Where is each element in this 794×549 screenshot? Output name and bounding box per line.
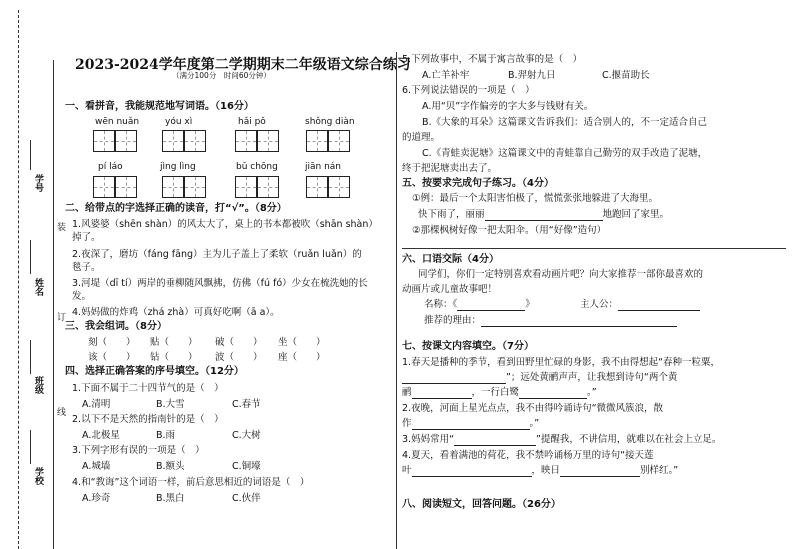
- section-2-heading: 二、给带点的字选择正确的读音，打“√”。（8分）: [65, 203, 287, 214]
- writing-box[interactable]: [328, 130, 350, 152]
- option[interactable]: A.城墙: [82, 461, 111, 472]
- answer-blank[interactable]: [412, 466, 532, 477]
- writing-box[interactable]: [184, 176, 206, 198]
- answer-blank[interactable]: [519, 388, 587, 399]
- option[interactable]: C.大树: [232, 430, 261, 441]
- option[interactable]: A.亡羊补牢: [422, 70, 470, 81]
- question: 2.以下不是天然的指南针的是（ ）: [72, 414, 224, 425]
- binding-mark-ding: 订: [55, 312, 65, 321]
- fill-line: [402, 433, 721, 446]
- writing-box[interactable]: [93, 176, 115, 198]
- student-name-blank[interactable]: [30, 240, 31, 274]
- question: 3.下列字形有误的一项是（ ）: [72, 445, 205, 456]
- writing-box[interactable]: [115, 176, 137, 198]
- pinyin: bǔ chōng: [236, 162, 278, 172]
- writing-box[interactable]: [115, 130, 137, 152]
- page-subtitle: （满分100分 时间60分钟）: [172, 71, 271, 80]
- writing-box[interactable]: [162, 176, 184, 198]
- writing-box[interactable]: [162, 130, 184, 152]
- sec2-line: 毯子。: [72, 262, 101, 273]
- answer-blank[interactable]: [454, 435, 536, 446]
- option[interactable]: A.北极星: [82, 430, 120, 441]
- word-item: 波（ ）: [215, 352, 263, 363]
- cartoon-name-blank[interactable]: [457, 300, 525, 311]
- word-item: 刻（ ）: [88, 337, 136, 348]
- option[interactable]: C.伙伴: [232, 493, 261, 504]
- word-item: 钻（ ）: [150, 352, 198, 363]
- field-label: 推荐的理由：: [424, 315, 482, 326]
- cartoon-name-field: [424, 298, 535, 311]
- hero-blank[interactable]: [618, 300, 700, 311]
- option[interactable]: A.珍奇: [82, 493, 111, 504]
- question: 1.下面不属于二十四节气的是（ ）: [72, 383, 224, 394]
- question: 6.下列说法错误的一项是（ ）: [402, 85, 535, 96]
- writing-box[interactable]: [257, 176, 279, 198]
- section-7-heading: 七、按课文内容填空。（7分）: [402, 341, 534, 352]
- section-4-heading: 四、选择正确答案的序号填空。（12分）: [65, 366, 244, 377]
- writing-box[interactable]: [235, 176, 257, 198]
- pinyin: pí láo: [98, 162, 123, 172]
- sec2-line: 掉了。: [72, 232, 101, 243]
- binding-dashed-line: [18, 10, 19, 549]
- option-cont: 终于把泥塘卖出去了。: [402, 163, 498, 174]
- hero-field: [580, 298, 700, 311]
- word-item: 破（ ）: [215, 337, 263, 348]
- question: 5.下列故事中，不属于寓言故事的是（ ）: [402, 54, 583, 65]
- answer-blank[interactable]: [412, 388, 472, 399]
- section-6-heading: 六、口语交际（4分）: [402, 254, 499, 265]
- page-title: 2023-2024学年度第二学期期末二年级语文综合练习: [75, 57, 411, 73]
- binding-mark-zhuang: 装: [55, 222, 65, 231]
- writing-box[interactable]: [257, 130, 279, 152]
- student-number-label: 学号: [33, 174, 43, 192]
- pinyin: jìng lìng: [160, 162, 196, 172]
- sec2-line: 2.夜深了，磨坊（fáng fāng）主为儿子盖上了柔软（ruǎn luǎn）的: [72, 249, 362, 260]
- paragraph: 动画片或儿童故事吧！: [402, 284, 498, 295]
- fill-text: 3.妈妈常用“: [402, 434, 454, 445]
- fill-text: ，一行白鹭: [471, 387, 520, 398]
- fill-line: [402, 386, 597, 399]
- section-8-heading: 八、阅读短文，回答问题。（26分）: [402, 499, 561, 510]
- answer-blank[interactable]: [560, 466, 640, 477]
- pinyin: wēn nuǎn: [95, 117, 140, 127]
- writing-box[interactable]: [93, 130, 115, 152]
- section-1-heading: 一、看拼音，我能规范地写词语。（16分）: [65, 101, 254, 112]
- field-label: 主人公：: [580, 299, 619, 310]
- option[interactable]: B.《大象的耳朵》这篇课文告诉我们：适合别人的，不一定适合自己: [422, 117, 708, 128]
- fill-line: 1.春天是播种的季节，看到田野里忙碌的身影，我不由得想起“春种一粒粟，: [402, 357, 720, 368]
- answer-blank[interactable]: [485, 210, 603, 221]
- option[interactable]: C.《青蛙卖泥塘》这篇课文中的青蛙靠自己勤劳的双手改造了泥塘，: [422, 148, 708, 159]
- fill-line: [402, 371, 677, 384]
- fill-text: 。”: [587, 387, 597, 398]
- writing-box[interactable]: [306, 176, 328, 198]
- paragraph: 同学们，你们一定特别喜欢看动画片吧？向大家推荐一部你最喜欢的: [418, 269, 704, 280]
- fill-line: 4.夏天，看着满池的荷花，我不禁吟诵杨万里的诗句“接天莲: [402, 450, 654, 461]
- reason-field: [424, 314, 677, 327]
- student-name-label: 姓名: [33, 278, 43, 296]
- section-3-heading: 三、我会组词。（8分）: [65, 321, 167, 332]
- sentence-prompt: [418, 208, 669, 221]
- answer-blank[interactable]: [402, 373, 506, 384]
- class-blank[interactable]: [30, 340, 31, 374]
- option[interactable]: A.清明: [82, 399, 111, 410]
- binding-line: [53, 60, 54, 549]
- sec2-line: 3.河堤（dī tí）两岸的垂柳随风飘拂，仿佛（fú fó）少女在梳洗她的长: [72, 278, 368, 289]
- school-blank[interactable]: [30, 430, 31, 464]
- pinyin: yóu xì: [165, 117, 193, 127]
- option[interactable]: B.黑白: [156, 493, 185, 504]
- student-number-blank[interactable]: [30, 140, 31, 170]
- word-item: 该（ ）: [88, 352, 136, 363]
- example-sentence: ①例：最后一个太阳害怕极了，慌慌张张地躲进了大海里。: [412, 193, 659, 204]
- sec2-line: 1.风婆婆（shēn shàn）的风太大了，桌上的书本都被吹（shān shàn）: [72, 219, 378, 230]
- option[interactable]: B.大雪: [156, 399, 185, 410]
- reason-blank[interactable]: [481, 316, 677, 327]
- fill-line: [402, 464, 678, 477]
- fill-text: 作: [402, 418, 412, 429]
- binding-mark-xian: 线: [55, 407, 65, 416]
- sec2-line: 发。: [72, 291, 92, 302]
- fill-line: 2.夜晚，河面上星光点点，我不由得吟诵诗句“微微风簇浪，散: [402, 403, 663, 414]
- sentence-part: 地跑回了家里。: [602, 209, 670, 220]
- class-label: 班级: [33, 376, 43, 394]
- section-5-heading: 五、按要求完成句子练习。（4分）: [402, 178, 554, 189]
- word-item: 座（ ）: [278, 352, 326, 363]
- word-item: 坐（ ）: [278, 337, 326, 348]
- option[interactable]: C.铜壕: [232, 461, 261, 472]
- option[interactable]: B.羿射九日: [508, 70, 556, 81]
- writing-box[interactable]: [328, 176, 350, 198]
- fill-text: 别样红。”: [640, 465, 679, 476]
- fill-line: [402, 417, 539, 430]
- sentence-part: 快下雨了，丽丽: [418, 209, 485, 220]
- option[interactable]: B.雨: [156, 430, 176, 441]
- option-cont: 的道理。: [402, 132, 441, 143]
- option[interactable]: B.额头: [156, 461, 185, 472]
- fill-text: ”提醒我，不讲信用，就难以在社会上立足。: [536, 434, 722, 445]
- fill-text: 。”: [529, 418, 540, 429]
- pinyin: shǒng diàn: [305, 117, 355, 127]
- fill-text: ，映日: [531, 465, 561, 476]
- word-item: 贴（ ）: [150, 337, 198, 348]
- answer-line[interactable]: [402, 248, 786, 249]
- option[interactable]: C.春节: [232, 399, 261, 410]
- school-label: 学校: [33, 467, 43, 485]
- question: 4.和“教诲”这个词语一样，前后意思相近的词语是（ ）: [72, 477, 310, 488]
- answer-blank[interactable]: [412, 419, 530, 430]
- fill-text: 鹂: [402, 387, 412, 398]
- writing-box[interactable]: [235, 130, 257, 152]
- pinyin: jiān nán: [305, 162, 342, 172]
- pinyin: hǎi pǒ: [238, 117, 266, 127]
- field-label: 名称：《: [424, 299, 458, 310]
- sec2-line: 4.妈妈做的炸鸡（zhá zhà）可真好吃啊（ā a）。: [72, 307, 280, 318]
- writing-box[interactable]: [306, 130, 328, 152]
- fill-text: 叶: [402, 465, 412, 476]
- field-label: 》: [525, 299, 535, 310]
- option[interactable]: C.揠苗助长: [602, 70, 650, 81]
- option[interactable]: A.用“贝”字作偏旁的字大多与钱财有关。: [422, 101, 594, 112]
- writing-box[interactable]: [184, 130, 206, 152]
- column-divider: [396, 52, 397, 549]
- question: ②那棵枫树好像一把太阳伞。（用“好像”造句）: [412, 225, 607, 236]
- fill-text: ”；远处黄鹂声声，让我想到诗句“两个黄: [506, 372, 678, 383]
